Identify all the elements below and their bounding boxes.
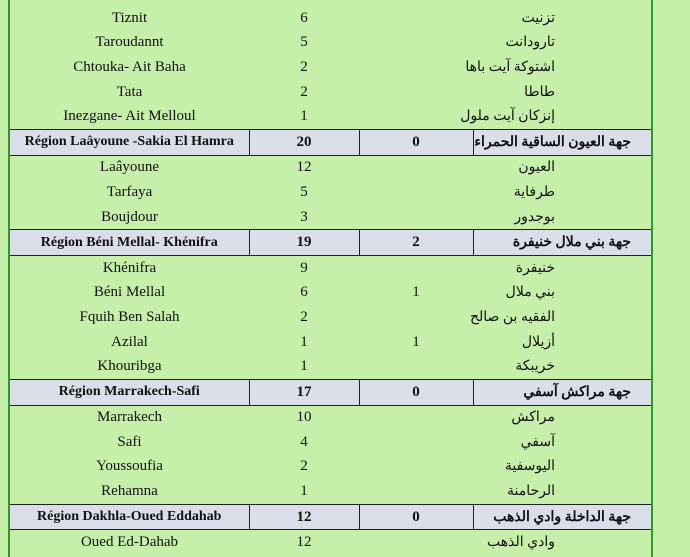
place-name-cell: Khénifra (102, 259, 157, 276)
place-name-cell: Tata (116, 83, 143, 100)
place-name-cell: Région Dakhla-Oued Eddahab (10, 504, 249, 530)
table-row (10, 6, 651, 31)
place-name-cell: Youssoufia (96, 458, 163, 475)
place-name-cell: Chtouka- Ait Baha (73, 58, 186, 75)
arabic-name-cell: اليوسفية (504, 459, 555, 475)
count-cell: 1 (300, 108, 308, 125)
count-cell: 5 (300, 183, 308, 200)
arabic-name-cell: بوجدور (514, 209, 555, 225)
table-row (10, 104, 651, 129)
extra-count-cell: 1 (412, 333, 420, 350)
table-row (10, 479, 651, 504)
extra-count-cell (359, 104, 473, 129)
extra-count-cell (359, 31, 473, 56)
table-row (10, 80, 651, 105)
extra-count-cell: 2 (359, 230, 473, 256)
right-border-line (651, 0, 653, 557)
table-row (10, 430, 651, 455)
count-cell: 4 (300, 433, 308, 450)
count-cell: 1 (300, 333, 308, 350)
table-row (10, 205, 651, 230)
place-name-cell: Fquih Ben Salah (79, 308, 180, 325)
place-name-cell: Région Béni Mellal- Khénifra (10, 230, 249, 256)
count-cell: 10 (296, 409, 312, 426)
extra-count-cell (359, 479, 473, 504)
extra-count-cell (359, 80, 473, 105)
extra-count-cell (359, 255, 473, 280)
count-cell: 6 (300, 9, 308, 26)
arabic-name-cell: طاطا (524, 84, 555, 100)
count-cell: 2 (300, 83, 308, 100)
extra-count-cell: 0 (359, 129, 473, 155)
count-cell: 6 (300, 284, 308, 301)
extra-count-cell (359, 354, 473, 379)
count-cell: 1 (300, 358, 308, 375)
extra-count-cell: 0 (359, 504, 473, 530)
arabic-name-cell: أزيلال (521, 334, 555, 350)
place-name-cell: Khouribga (97, 358, 162, 375)
arabic-name-cell: تارودانت (505, 35, 555, 51)
count-cell: 19 (249, 230, 359, 256)
place-name-cell: Oued Ed-Dahab (80, 534, 179, 551)
place-name-cell: Rehamna (101, 483, 158, 500)
count-cell: 5 (300, 34, 308, 51)
extra-count-cell (359, 180, 473, 205)
arabic-name-cell: وادي الذهب (487, 535, 555, 551)
arabic-name-cell: طرفاية (513, 184, 555, 200)
extra-count-cell (359, 530, 473, 555)
place-name-cell: Laâyoune (99, 159, 160, 176)
place-name-cell: Boujdour (101, 208, 158, 225)
arabic-name-cell: إنزكان آيت ملول (460, 109, 555, 125)
table-row (10, 31, 651, 56)
table-row (10, 55, 651, 80)
table-row (10, 455, 651, 480)
extra-count-cell (359, 455, 473, 480)
region-header-row (10, 379, 651, 405)
arabic-name-cell: العيون (518, 160, 555, 176)
place-name-cell: Taroudannt (95, 34, 164, 51)
regions-table (10, 6, 651, 555)
extra-count-cell (359, 6, 473, 31)
count-cell: 2 (300, 458, 308, 475)
table-row (10, 330, 651, 355)
place-name-cell: Tiznit (111, 9, 148, 26)
region-header-row (10, 129, 651, 155)
arabic-name-cell: الفقيه بن صالح (469, 309, 555, 325)
place-name-cell: Inezgane- Ait Melloul (63, 108, 196, 125)
arabic-name-cell: اشتوكة آيت باها (465, 59, 555, 75)
extra-count-cell (359, 305, 473, 330)
table-row (10, 405, 651, 430)
count-cell: 3 (300, 208, 308, 225)
arabic-name-cell: مراكش (511, 410, 555, 426)
arabic-name-cell: خريبكة (515, 359, 555, 375)
count-cell: 12 (249, 504, 359, 530)
count-cell: 12 (296, 159, 312, 176)
extra-count-cell (359, 205, 473, 230)
place-name-cell: Tarfaya (106, 183, 153, 200)
arabic-name-cell: بني ملال (505, 285, 555, 301)
table-row (10, 305, 651, 330)
table-row (10, 281, 651, 306)
table-row (10, 155, 651, 180)
arabic-name-cell: تزنيت (521, 10, 555, 26)
table-row (10, 180, 651, 205)
table-row (10, 255, 651, 280)
region-header-row (10, 504, 651, 530)
extra-count-cell: 0 (359, 379, 473, 405)
extra-count-cell (359, 430, 473, 455)
region-header-row (10, 230, 651, 256)
count-cell: 2 (300, 58, 308, 75)
extra-count-cell (359, 405, 473, 430)
count-cell: 12 (296, 534, 312, 551)
arabic-name-cell: الرحامنة (506, 484, 555, 500)
extra-count-cell: 1 (412, 284, 420, 301)
extra-count-cell (359, 55, 473, 80)
place-name-cell: Béni Mellal (93, 284, 166, 301)
arabic-name-cell: جهة الداخلة وادي الذهب (473, 504, 651, 530)
count-cell: 20 (249, 129, 359, 155)
count-cell: 17 (249, 379, 359, 405)
place-name-cell: Azilal (111, 333, 148, 350)
count-cell: 9 (300, 259, 308, 276)
arabic-name-cell: جهة مراكش آسفي (473, 379, 651, 405)
count-cell: 1 (300, 483, 308, 500)
arabic-name-cell: جهة بني ملال خنيفرة (473, 230, 651, 256)
place-name-cell: Région Marrakech-Safi (10, 379, 249, 405)
table-row (10, 530, 651, 555)
arabic-name-cell: آسفي (520, 434, 555, 450)
count-cell: 2 (300, 308, 308, 325)
place-name-cell: Marrakech (97, 409, 162, 426)
regions-table-body (10, 6, 651, 555)
place-name-cell: Région Laâyoune -Sakia El Hamra (10, 129, 249, 155)
arabic-name-cell: خنيفرة (515, 260, 555, 276)
table-row (10, 354, 651, 379)
extra-count-cell (359, 155, 473, 180)
arabic-name-cell: جهة العيون الساقية الحمراء (473, 129, 651, 155)
place-name-cell: Safi (117, 433, 142, 450)
